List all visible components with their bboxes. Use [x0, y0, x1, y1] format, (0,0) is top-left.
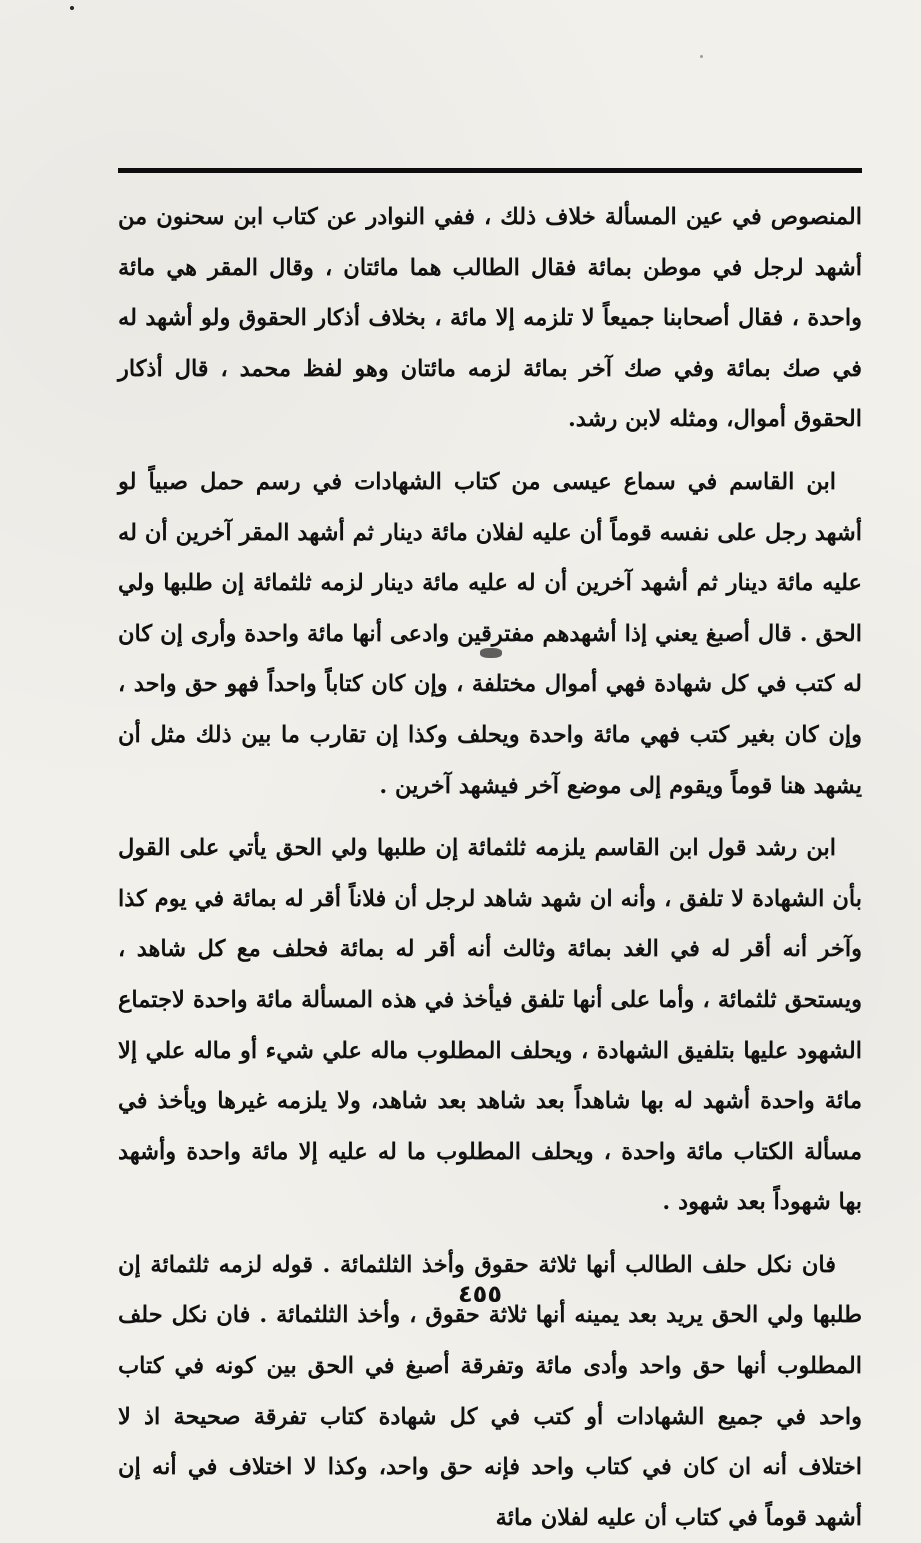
ink-speck [70, 6, 74, 10]
ink-speck [700, 55, 703, 58]
page-number: ٤٥٥ [458, 1280, 502, 1308]
paragraph-1: المنصوص في عين المسألة خلاف ذلك ، ففي النوادر عن كتاب ابن سحنون من أشهد لرجل في موطن بمائة فقال الطالب هما مائتان ، وقال المقر هي مائة واحدة ، فقال أصحابنا جميعاً لا تلزمه إلا مائة ، بخلاف أذكار الحقوق ولو أشهد له في صك بمائة وفي صك آخر بمائة لزمه مائتان وهو لفظ محمد ، قال أذكار الحقوق أموال، ومثله لابن رشد. [118, 204, 862, 433]
body-text [118, 192, 862, 1543]
paragraph-4: فان نكل حلف الطالب أنها ثلاثة حقوق وأخذ الثلثمائة . قوله لزمه ثلثمائة إن طلبها ولي الحق يريد بعد يمينه أنها ثلاثة حقوق ، وأخذ الثلثمائة . فان نكل حلف المطلوب أنها حق واحد وأدى مائة وتفرقة أصبغ في الحق بين كونه في كتاب واحد في جميع الشهادات أو كتب في كل شهادة كتاب تفرقة صحيحة اذ لا اختلاف أنه ان كان في كتاب واحد فإنه حق واحد، وكذا لا اختلاف في أنه إن أشهد قوماً في كتاب أن عليه لفلان مائة [118, 1251, 862, 1531]
paragraph-3: ابن رشد قول ابن القاسم يلزمه ثلثمائة إن طلبها ولي الحق يأتي على القول بأن الشهادة لا تلفق ، وأنه ان شهد شاهد لرجل أن فلاناً أقر له بمائة في يوم كذا وآخر أنه أقر له في الغد بمائة وثالث أنه أقر له بمائة فحلف مع كل شاهد ، ويستحق ثلثمائة ، وأما على أنها تلفق فيأخذ في هذه المسألة مائة واحدة لاجتماع الشهود عليها بتلفيق الشهادة ، ويحلف المطلوب ماله علي شيء أو ماله علي إلا مائة واحدة أشهد له بها شاهداً بعد شاهد بعد شاهد، ولا يلزمه غيرها ويأخذ في مسألة الكتاب مائة واحدة ، ويحلف المطلوب ما له عليه إلا مائة واحدة وأشهد بها شهوداً بعد شهود . [118, 835, 862, 1216]
header-rule [118, 168, 862, 173]
ink-speck [480, 648, 502, 658]
paragraph-2: ابن القاسم في سماع عيسى من كتاب الشهادات في رسم حمل صبياً لو أشهد رجل على نفسه قوماً أن عليه لفلان مائة دينار ثم أشهد المقر آخرين أن له عليه مائة دينار ثم أشهد آخرين أن له عليه مائة دينار لزمه ثلثمائة إن طلبها ولي الحق . قال أصبغ يعني إذا أشهدهم مفترقين وادعى أنها مائة واحدة وأرى إن كان له كتب في كل شهادة فهي أموال مختلفة ، وإن كان كتاباً واحداً فهو حق واحد ، وإن كان بغير كتب فهي مائة واحدة ويحلف وكذا إن تقارب ما بين ذلك مثل أن يشهد هنا قوماً ويقوم إلى موضع آخر فيشهد آخرين . [118, 468, 862, 799]
